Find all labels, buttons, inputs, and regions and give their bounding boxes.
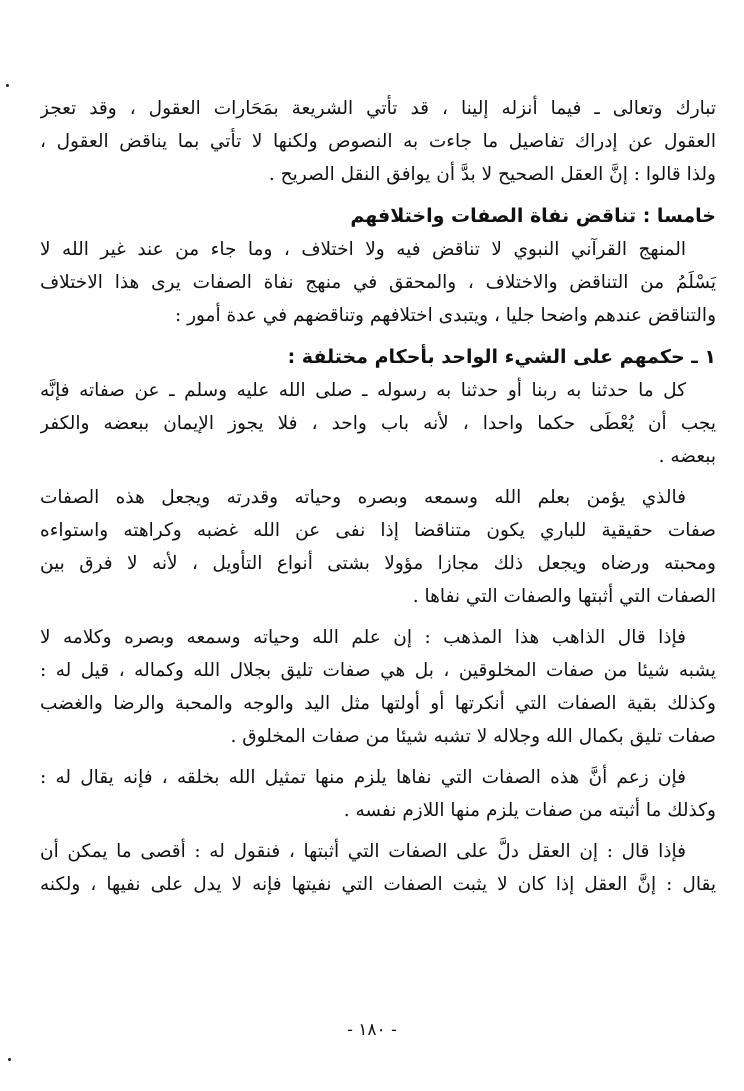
text-line: الصفات التي أثبتها والصفات التي نفاها .	[412, 586, 716, 607]
text-line: وكذلك بقية الصفات التي أنكرتها أو أولتها مثل اليد والوجه والمحبة والرضا والغضب	[40, 693, 716, 714]
paragraph	[40, 761, 716, 827]
page-number: - ١٨٠ -	[347, 1020, 397, 1040]
text-line: كل ما حدثنا به ربنا أو حدثنا به رسوله ـ صلى الله عليه وسلم ـ عن صفاته فإنَّه	[40, 380, 686, 401]
text-line: وكذلك ما أثبته من صفات يلزم منها اللازم نفسه .	[343, 800, 716, 821]
text-line: يجب أن يُعْطَى حكما واحدا ، لأنه باب واحد ، فلا يجوز الإيمان ببعضه والكفر	[40, 413, 716, 434]
text-line: يشبه شيئا من صفات المخلوقين ، بل هي صفات تليق بجلال الله وكماله ، قيل له :	[40, 660, 716, 681]
paragraph	[40, 621, 716, 753]
text-line: ومحبته ورضاه ويجعل ذلك مجازا مؤولا بشتى أنواع التأويل ، لأنه لا فرق بين	[40, 553, 716, 574]
text-line: فإن زعم أنَّ هذه الصفات التي نفاها يلزم منها تمثيل الله بخلقه ، فإنه يقال له :	[40, 767, 686, 788]
paragraph	[40, 233, 716, 332]
text-line: المنهج القرآني النبوي لا تناقض فيه ولا اختلاف ، وما جاء من عند غير الله لا	[40, 239, 686, 260]
paragraph	[40, 92, 716, 191]
text-line: فإذا قال : إن العقل دلَّ على الصفات التي أثبتها ، فنقول له : أقصى ما يمكن أن	[40, 841, 686, 862]
text-line: صفات حقيقية للباري يكون متناقضا إذا نفى عن الله غضبه وكراهته واستواءه	[40, 520, 716, 541]
text-line: فالذي يؤمن بعلم الله وسمعه وبصره وحياته وقدرته ويجعل هذه الصفات	[40, 487, 686, 508]
text-line: يقال : إنَّ العقل إذا كان لا يثبت الصفات التي نفيتها فإنه لا يدل على نفيها ، ولكنه	[40, 874, 716, 895]
paragraph	[40, 481, 716, 613]
paragraph-gap	[40, 827, 716, 835]
text-line: ولذا قالوا : إنَّ العقل الصحيح لا بدَّ أن يوافق النقل الصريح .	[268, 164, 716, 185]
text-line: يَسْلَمُ من التناقض والاختلاف ، والمحقق في منهج نفاة الصفات يرى هذا الاختلاف	[40, 272, 716, 293]
paragraph-gap	[40, 191, 716, 199]
section-heading: خامسا : تناقض نفاة الصفات واختلافهم	[350, 205, 716, 227]
paragraph-gap	[40, 613, 716, 621]
text-line: صفات تليق بكمال الله وجلاله لا تشبه شيئا من صفات المخلوق .	[230, 726, 716, 747]
text-line: ببعضه .	[658, 446, 716, 467]
paragraph	[40, 835, 716, 901]
text-line: العقول عن إدراك تفاصيل ما جاءت به النصوص ولكنها لا تأتي بما يناقض العقول ،	[40, 131, 716, 152]
paragraph-gap	[40, 332, 716, 340]
text-line: والتناقض عندهم واضحا جليا ، ويتبدى اختلافهم وتناقضهم في عدة أمور :	[174, 305, 716, 326]
margin-mark	[6, 84, 9, 87]
paragraph-gap	[40, 901, 716, 909]
paragraph-gap	[40, 473, 716, 481]
document-body	[40, 92, 716, 909]
margin-mark	[8, 1058, 11, 1061]
paragraph	[40, 374, 716, 473]
text-line: تبارك وتعالى ـ فيما أنزله إلينا ، قد تأتي الشريعة بمَحَارات العقول ، وقد تعجز	[40, 98, 716, 119]
text-line: فإذا قال الذاهب هذا المذهب : إن علم الله وحياته وسمعه وبصره وكلامه لا	[40, 627, 686, 648]
section-heading: ١ ـ حكمهم على الشيء الواحد بأحكام مختلفة :	[287, 346, 716, 368]
paragraph-gap	[40, 753, 716, 761]
